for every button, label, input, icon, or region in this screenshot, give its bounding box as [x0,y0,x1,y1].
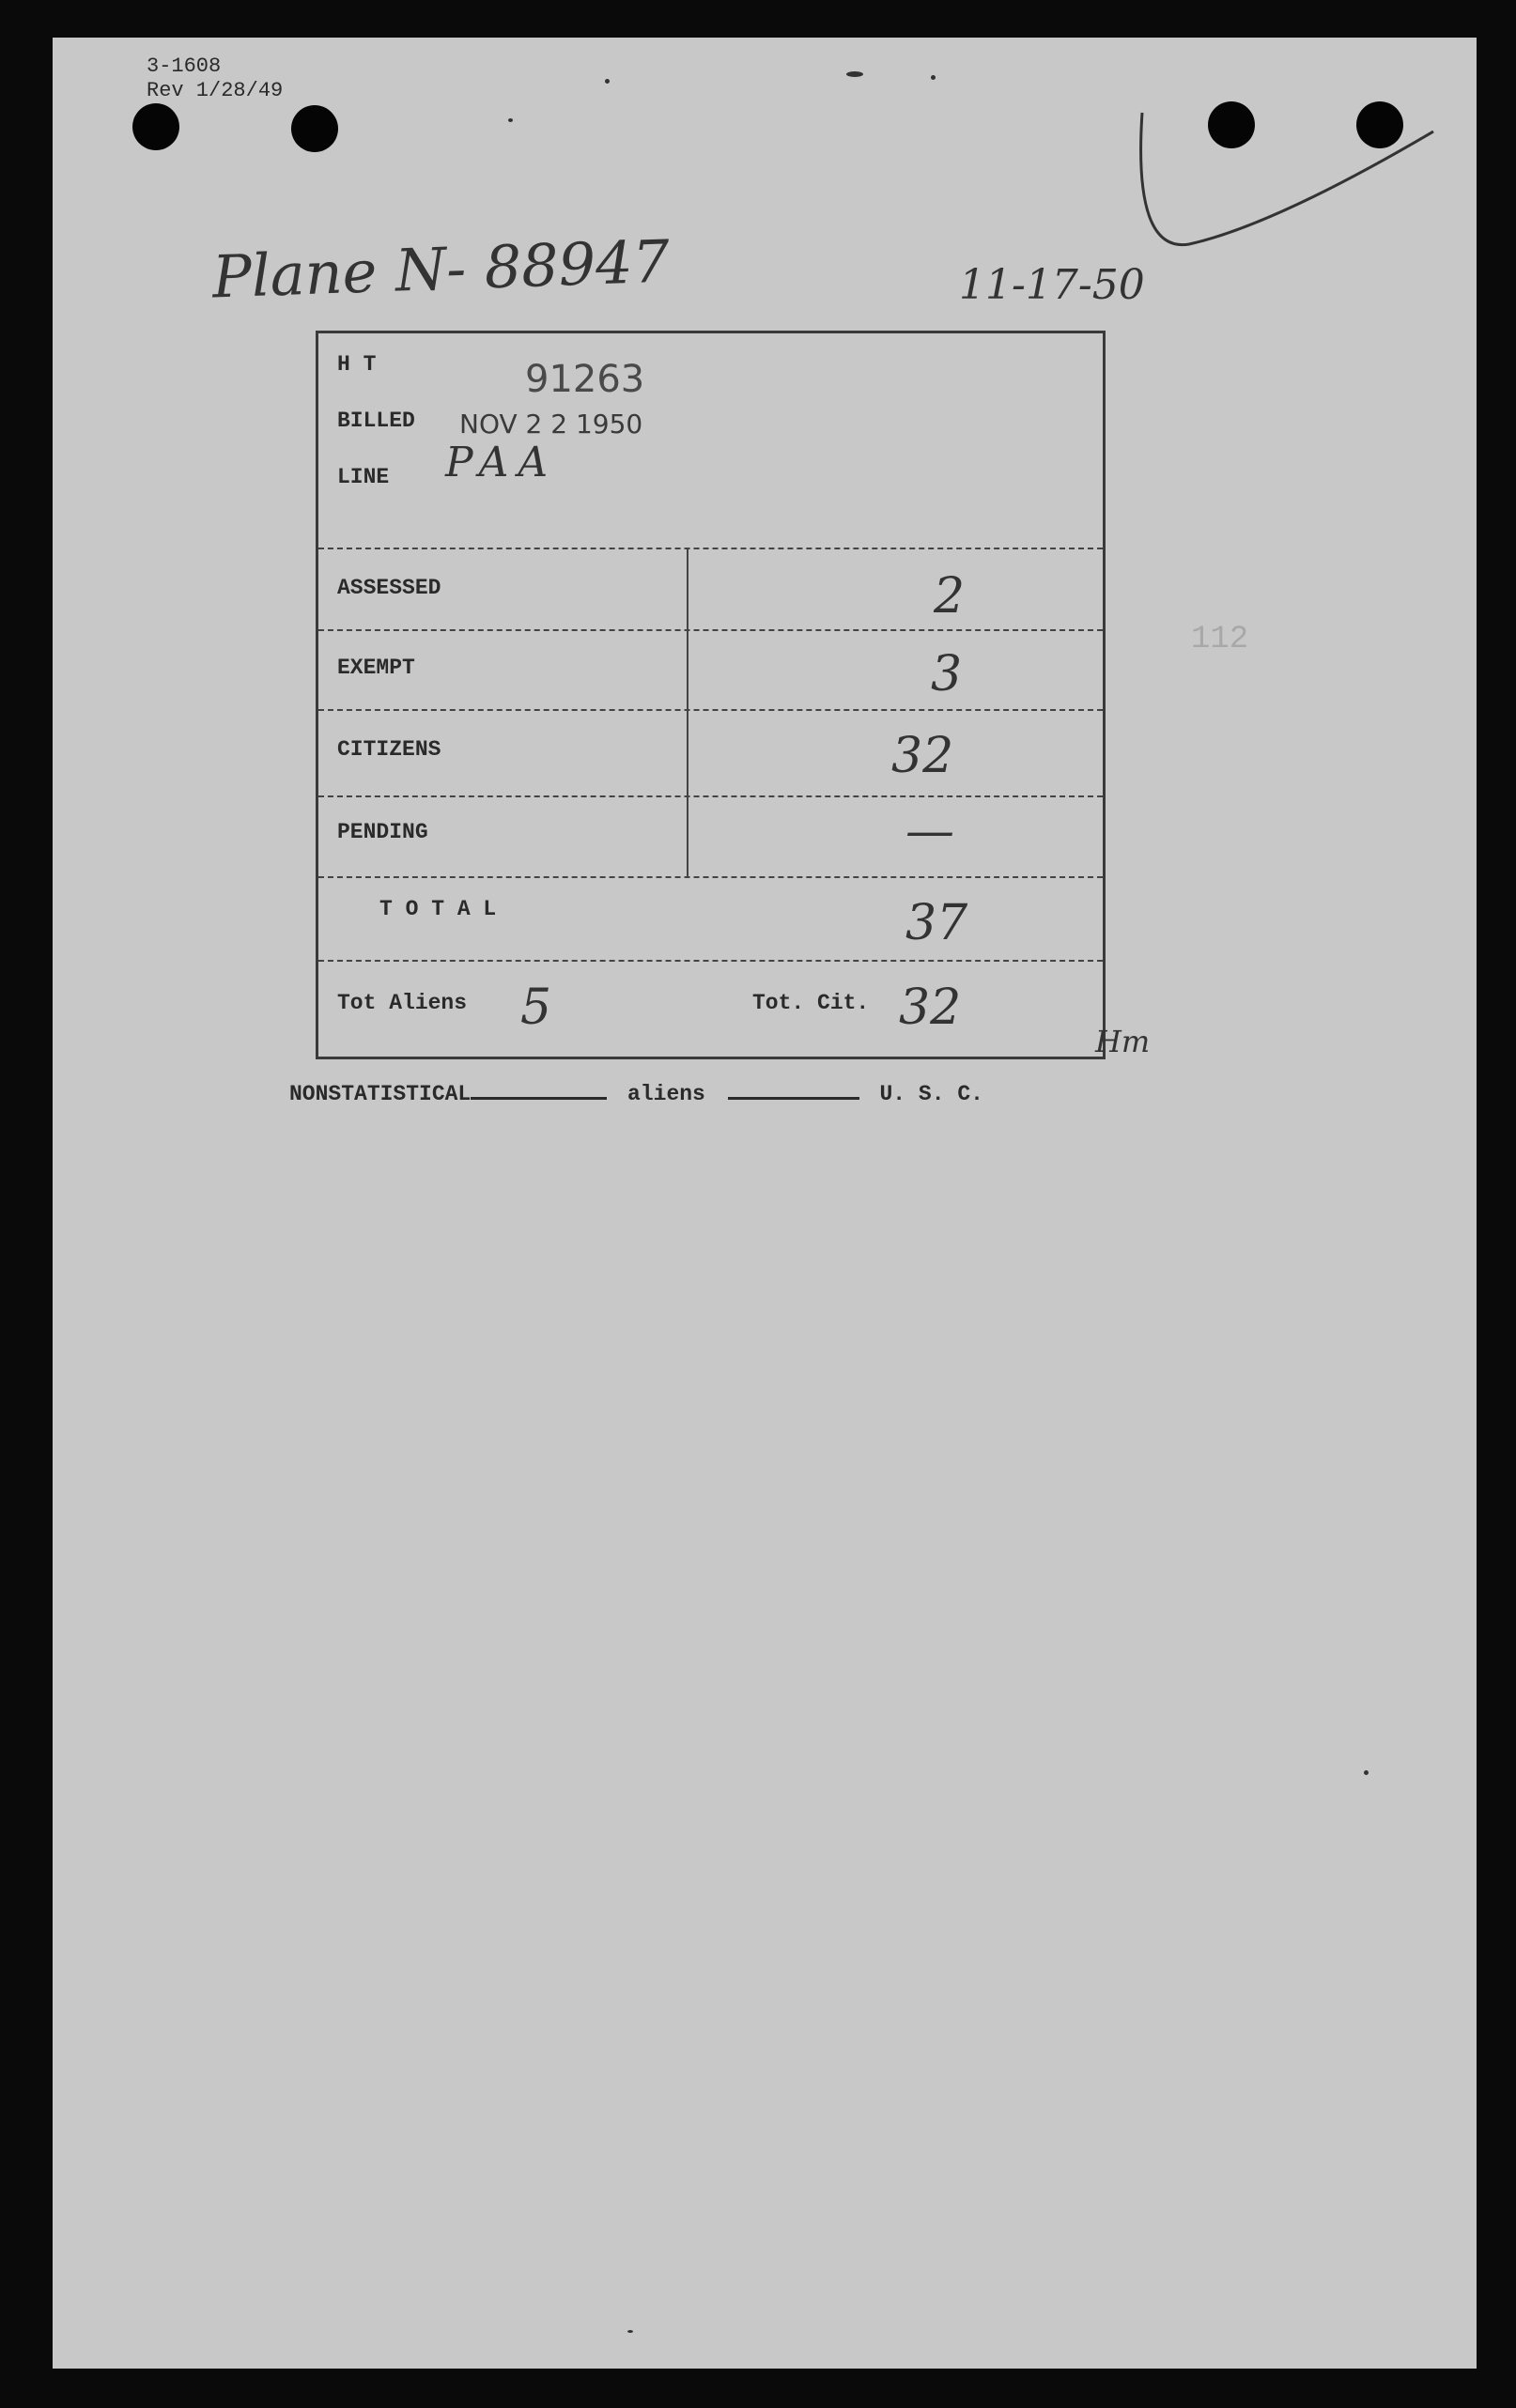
stamp-number: 91263 [525,358,645,401]
document-page [53,38,1477,2369]
aliens-label: aliens [627,1082,705,1106]
handwritten-date: 11-17-50 [959,261,1145,309]
tot-aliens-label: Tot Aliens [337,991,468,1015]
line-value: PAA [445,439,558,486]
punch-hole-left-1 [132,103,179,150]
speck [931,75,936,80]
row-label-citizens: CITIZENS [337,737,441,762]
divider-3 [318,795,1103,797]
billed-date-stamp: NOV 2 2 1950 [459,409,643,440]
total-value: 37 [905,895,968,951]
divider-5 [318,960,1103,962]
row-label-pending: PENDING [337,820,428,844]
line-label: LINE [337,465,390,489]
speck [846,71,863,77]
row-value-pending: — [905,803,954,859]
billed-label: BILLED [337,409,415,433]
speck [1364,1770,1369,1775]
row-value-exempt: 3 [931,646,963,702]
tot-aliens-value: 5 [520,980,552,1036]
handwritten-plane-number: Plane N- 88947 [210,226,672,312]
nonstatistical-blank [471,1097,607,1100]
passenger-count-form [316,331,1106,1059]
handwritten-initials: Hm [1095,1024,1151,1059]
speck [605,79,610,84]
nonstatistical-label: NONSTATISTICAL [289,1082,472,1106]
usc-label: U. S. C. [879,1082,983,1106]
row-label-exempt: EXEMPT [337,656,415,680]
divider-2 [318,709,1103,711]
form-revision: Rev 1/28/49 [147,79,284,102]
margin-number: 112 [1191,622,1249,657]
row-value-citizens: 32 [891,728,954,784]
divider-header [318,548,1103,549]
divider-4 [318,876,1103,878]
column-divider [687,548,688,876]
tot-cit-label: Tot. Cit. [752,991,870,1015]
row-label-assessed: ASSESSED [337,576,441,600]
ht-label: H T [337,352,377,377]
speck [508,118,513,122]
punch-hole-left-2 [291,105,338,152]
tot-cit-value: 32 [899,980,962,1036]
aliens-blank [728,1097,859,1100]
speck [627,2330,633,2333]
divider-1 [318,629,1103,631]
total-label: T O T A L [379,897,497,921]
row-value-assessed: 2 [934,568,966,625]
form-number: 3-1608 [147,54,222,78]
check-mark-icon [1133,94,1452,301]
nonstatistical-line [289,1082,983,1106]
